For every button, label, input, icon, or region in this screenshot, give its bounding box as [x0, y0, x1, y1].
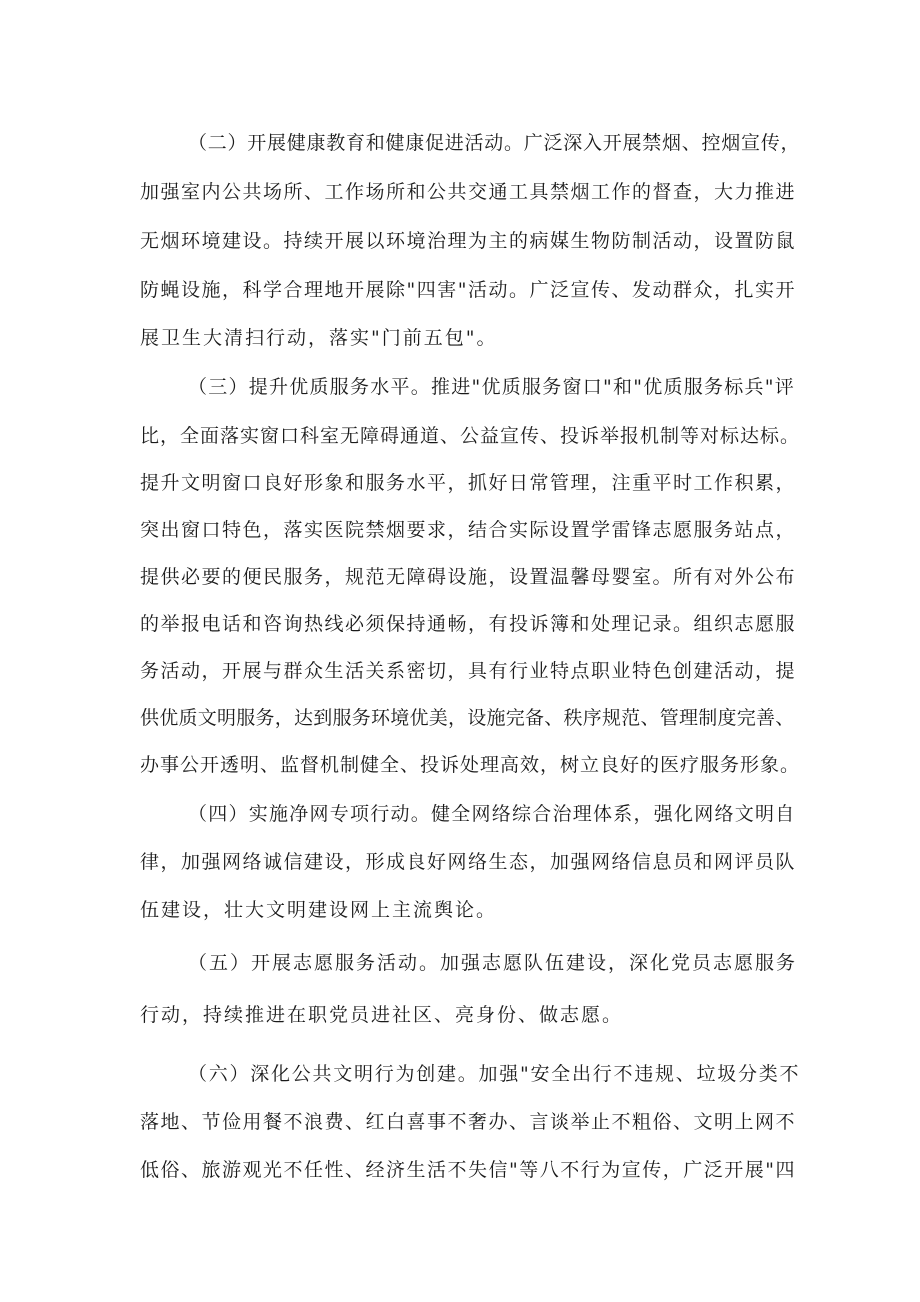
- text-line: 律，加强网络诚信建设，形成良好网络生态，加强网络信息员和网评员队: [140, 851, 797, 873]
- text-line: 务活动，开展与群众生活关系密切，具有行业特点职业特色创建活动，提: [140, 660, 797, 682]
- text-line: （三）提升优质服务水平。推进"优质服务窗口"和"优质服务标兵"评: [188, 376, 795, 398]
- text-line: （六）深化公共文明行为创建。加强"安全出行不违规、垃圾分类不: [188, 1063, 801, 1085]
- text-line: （四）实施净网专项行动。健全网络综合治理体系，强化网络文明自: [188, 803, 796, 825]
- text-line: 无烟环境建设。持续开展以环境治理为主的病媒生物防制活动，设置防鼠: [140, 230, 797, 252]
- text-line: （五）开展志愿服务活动。加强志愿队伍建设，深化党员志愿服务: [188, 952, 798, 974]
- text-line: 比，全面落实窗口科室无障碍通道、公益宣传、投诉举报机制等对标达标。: [140, 425, 801, 447]
- text-line: 办事公开透明、监督机制健全、投诉处理高效，树立良好的医疗服务形象。: [140, 754, 801, 776]
- text-line: 提升文明窗口良好形象和服务水平，抓好日常管理，注重平时工作积累，: [140, 472, 797, 494]
- text-line: 防蝇设施，科学合理地开展除"四害"活动。广泛宣传、发动群众，扎实开: [140, 279, 796, 301]
- text-line: 的举报电话和咨询热线必须保持通畅，有投诉簿和处理记录。组织志愿服: [140, 613, 797, 635]
- text-line: 落地、节俭用餐不浪费、红白喜事不奢办、言谈举止不粗俗、文明上网不: [140, 1111, 797, 1133]
- text-line: 伍建设，壮大文明建设网上主流舆论。: [140, 899, 498, 921]
- text-line: （二）开展健康教育和健康促进活动。广泛深入开展禁烟、控烟宣传，: [188, 132, 801, 154]
- text-line: 供优质文明服务，达到服务环境优美，设施完备、秩序规范、管理制度完善、: [140, 707, 795, 729]
- text-line: 提供必要的便民服务，规范无障碍设施，设置温馨母婴室。所有对外公布: [140, 566, 797, 588]
- text-line: 低俗、旅游观光不任性、经济生活不失信"等八不行为宣传，广泛开展"四: [140, 1159, 796, 1181]
- text-line: 突出窗口特色，落实医院禁烟要求，结合实际设置学雷锋志愿服务站点，: [140, 519, 797, 541]
- text-line: 行动，持续推进在职党员进社区、亮身份、做志愿。: [140, 1004, 624, 1026]
- text-line: 加强室内公共场所、工作场所和公共交通工具禁烟工作的督查，大力推进: [140, 181, 797, 203]
- text-line: 展卫生大清扫行动，落实"门前五包"。: [140, 327, 498, 349]
